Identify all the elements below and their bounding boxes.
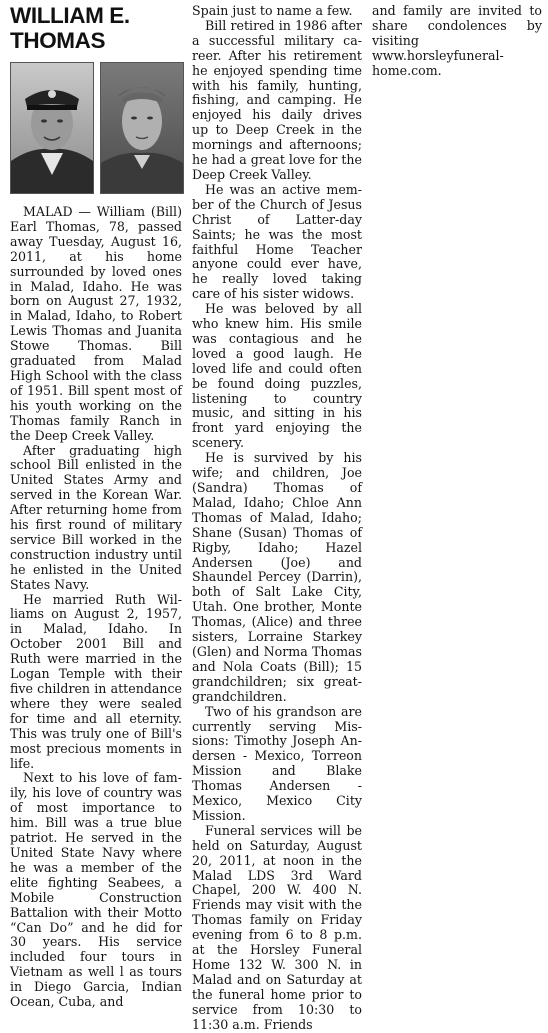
paragraph: Next to his love of family, his love of country was of most importance to him. Bill was a true blue patriot. He served in the United State Navy where he was a member of the elite fighting Seabees, a Mobile Construction Battalion with their Motto “Can Do” and he did for 30 years. His service included four tours in Vietnam as well l as tours in Diego Garcia, Indian Ocean, Cuba, and bbox=[10, 770, 182, 1010]
column-3 bbox=[372, 4, 542, 79]
headline-line-2: THOMAS bbox=[10, 27, 106, 53]
paragraph: Bill retired in 1986 after a successful military career. After his retirement he enjoyed spending time with his family, hunting, fishing, and camping. He enjoyed his daily drives up to Deep Creek in the mornings and afternoons; he had a great love for the Deep Creek Valley. bbox=[192, 17, 362, 182]
paragraph: He is survived by his wife; and children, Joe (Sandra) Thomas of Malad, Idaho; Chloe Ann Thomas of Malad, Idaho; Shane (Susan) Thomas of Rigby, Idaho; Hazel Andersen (Joe) and Shaundel Percey (Darrin), both of Salt Lake City, Utah. One brother, Monte Thomas, (Alice) and three sisters, Lorraine Starkey (Glen) and Norma Thomas and Nola Coats (Bill); 15 grandchildren; six great-grandchildren. bbox=[192, 450, 362, 704]
headline bbox=[10, 4, 182, 53]
headline-line-1: WILLIAM E. bbox=[10, 3, 130, 28]
portrait-photo-army bbox=[100, 62, 184, 194]
portrait-photo-navy bbox=[10, 62, 94, 194]
column-2 bbox=[192, 4, 362, 1033]
paragraph: MALAD — William (Bill) Earl Thomas, 78, passed away Tuesday, August 16, 2011, at his home surrounded by loved ones in Malad, Idaho. He was born on August 27, 1932, in Malad, Idaho, to Robert Lewis Thomas and Juanita Stowe Thomas. Bill graduated from Malad High School with the class of 1951. Bill spent most of his youth working on the Thomas family Ranch in the Deep Creek Valley. bbox=[10, 204, 182, 443]
paragraph-continued: Spain just to name a few. bbox=[192, 3, 353, 18]
paragraph: He married Ruth Williams on August 2, 1957, in Malad, Idaho. In October 2001 Bill and Ruth were married in the Logan Temple with their five children in attendance where they were sealed for time and all eternity. This was truly one of Bill's most precious moments in life. bbox=[10, 591, 182, 771]
paragraph: After graduating high school Bill enlisted in the United States Army and served in the Korean War. After returning home from his first round of military service Bill worked in the construction industry until he enlisted in the United States Navy. bbox=[10, 442, 182, 592]
paragraph: Funeral services will be held on Saturday, August 20, 2011, at noon in the Malad LDS 3rd Ward Chapel, 200 W. 400 N. Friends may visit with the Thomas family on Friday evening from 6 to 8 p.m. at the Horsley Funeral Home 132 W. 300 N. in Malad and on Saturday at the funeral home prior to service from 10:30 to 11:30 a.m. Friends bbox=[192, 822, 362, 1032]
paragraph: He was an active member of the Church of Jesus Christ of Latter-day Saints; he was the most faithful Home Teacher anyone could ever have, he really loved taking care of his sister widows. bbox=[192, 181, 362, 302]
paragraph-continued: and family are invited to share condolences by visiting www.horsleyfuneralhome.com. bbox=[372, 3, 542, 78]
paragraph: He was beloved by all who knew him. His smile was contagious and he loved a good laugh. He loved life and could often be found doing puzzles, listening to country music, and sitting in his front yard enjoying the scenery. bbox=[192, 301, 362, 451]
paragraph: Two of his grandson are currently serving Missions: Timothy Joseph Andersen - Mexico, Torreon Mission and Blake Thomas Andersen - Mexico, Mexico City Mission. bbox=[192, 703, 362, 823]
column-1 bbox=[10, 205, 182, 1010]
